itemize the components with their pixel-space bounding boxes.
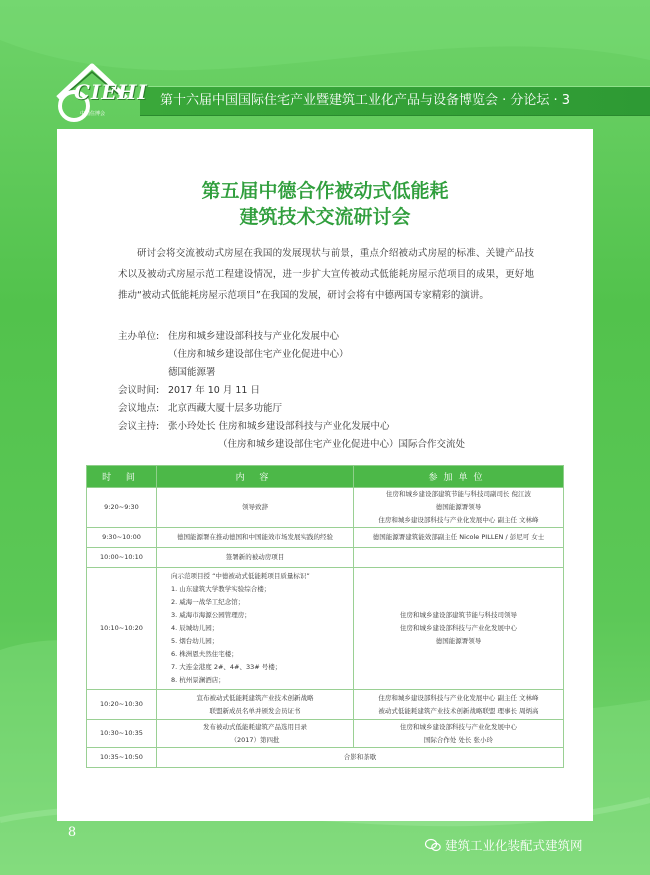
watermark [425,836,583,854]
agenda-attendees [354,488,564,528]
agenda-content-line: 5. 烟台幼儿园； [171,637,219,645]
chair-line-2: （住房和城乡建设部住宅产业化促进中心）国际合作交流处 [218,439,466,450]
chair-label: 会议主持: [118,421,160,432]
agenda-body [87,488,564,768]
agenda-attendee-line: 住房和城乡建设部科技与产业化发展中心 副主任 文林峰 [378,516,539,524]
agenda-content [157,548,354,568]
host-label: 主办单位: [118,331,160,342]
logo-subtext: 中国住博会 [80,111,106,117]
chair-line-1: 张小玲处长 住房和城乡建设部科技与产业化发展中心 [168,421,390,432]
agenda-time: 9:20~9:30 [87,488,157,528]
chair-row [118,418,390,432]
agenda-content [157,720,354,748]
agenda-row [87,690,564,720]
header-attendees: 参加单位 [354,466,564,488]
agenda-attendees [354,548,564,568]
agenda-row [87,528,564,548]
watermark-text: 建筑工业化装配式建筑网 [445,838,583,853]
agenda-attendees [354,528,564,548]
agenda-attendee-line: 国际合作处 处长 张小玲 [423,735,494,744]
agenda-content-line: 2. 威海一战华工纪念馆； [171,598,245,606]
agenda-attendee-line: 德国能源署建筑能效部副主任 Nicole PILLEN / 彭尼可 女士 [372,533,545,541]
wechat-icon [425,838,441,852]
intro-paragraph: 研讨会将交流被动式房屋在我国的发展现状与前景，重点介绍被动式房屋的标准、关键产品技术以及被动式房屋示范工程建设情况，进一步扩大宣传被动式低能耗房屋示范项目的成果，更好地推动“被动式低能耗房屋示范项目”在我国的发展，研讨会将有中德两国专家精彩的演讲。 [118,248,534,301]
agenda-attendees [354,720,564,748]
agenda-row [87,488,564,528]
place-label: 会议地点: [118,403,160,414]
agenda-time: 10:10~10:20 [87,568,157,690]
agenda-content [157,690,354,720]
agenda-content-line: 合影和茶歇 [343,753,377,761]
time-row [118,382,260,396]
agenda-content-line: （2017）第四批 [230,735,280,744]
agenda-row [87,568,564,690]
agenda-content-line: 1. 山东建筑大学教学实验综合楼； [171,585,271,593]
time-label: 会议时间: [118,385,160,396]
host-org-2: （住房和城乡建设部住宅产业化促进中心） [168,349,349,360]
agenda-row [87,548,564,568]
agenda-content-line: 向示范项目授 “中德被动式低能耗项目质量标识” [171,572,310,580]
agenda-content [157,528,354,548]
page-number: 8 [67,825,77,840]
header-banner-text: 第十六届中国国际住宅产业暨建筑工业化产品与设备博览会 · 分论坛 · 3 [160,93,571,108]
agenda-content-line: 德国能源署在推动德国和中国能效市场发展实践的经验 [177,533,333,541]
agenda-content-line: 宣布被动式低能耗建筑产业技术创新战略 [196,693,314,702]
place-row [118,400,282,414]
agenda-content [157,748,564,768]
agenda-attendee-line: 被动式低能耗建筑产业技术创新战略联盟 理事长 周炳高 [378,706,539,715]
agenda-attendee-line: 住房和城乡建设部建筑节能与科技司副司长 倪江波 [385,490,532,498]
agenda-content-line: 7. 大连金港度 2#、4#、33# 号楼； [171,663,282,671]
host-row [118,328,339,342]
agenda-table [86,465,564,768]
agenda-header-row [87,466,564,488]
agenda-attendee-line: 住房和城乡建设部科技与产业化发展中心 [400,722,517,731]
agenda-content-line: 8. 杭州景澜酒店； [171,676,225,684]
agenda-row [87,720,564,748]
agenda-time: 9:30~10:00 [87,528,157,548]
host-org-3: 德国能源署 [168,367,216,378]
document-title-line1: 第五届中德合作被动式低能耗 [201,180,449,202]
agenda-content-line: 签署新的被动房项目 [225,553,285,561]
agenda-attendee-line: 住房和城乡建设部建筑节能与科技司领导 [400,611,517,619]
agenda-content-line: 发布被动式低能耗建筑产品选用目录 [203,722,307,731]
agenda-attendee-line: 德国能源署领导 [435,637,482,645]
agenda-attendee-line: 住房和城乡建设部科技与产业化发展中心 副主任 文林峰 [378,693,539,702]
agenda-attendee-line: 住房和城乡建设部科技与产业化发展中心 [400,624,517,632]
agenda-content [157,568,354,690]
agenda-attendees [354,690,564,720]
agenda-content-line: 领导致辞 [242,503,268,511]
agenda-row [87,748,564,768]
agenda-attendees [354,568,564,690]
agenda-content-line: 4. 辰城幼儿园； [171,624,219,632]
host-org-1: 住房和城乡建设部科技与产业化发展中心 [168,331,340,342]
logo-text: CIEHI [74,80,148,104]
agenda-time: 10:00~10:10 [87,548,157,568]
agenda-content-line: 6. 株洲恩夫然住宅楼； [171,650,238,658]
agenda-time: 10:30~10:35 [87,720,157,748]
document-title-line2: 建筑技术交流研讨会 [239,206,411,228]
agenda-content-line: 联盟新成员名单并颁发会员证书 [209,706,301,715]
header-content: 内 容 [157,466,354,488]
agenda-content [157,488,354,528]
agenda-attendee-line: 德国能源署领导 [435,503,482,511]
agenda-time: 10:35~10:50 [87,748,157,768]
place-value: 北京西藏大厦十层多功能厅 [168,403,283,414]
header-time: 时 间 [87,466,157,488]
agenda-content-line: 3. 威海市海源公园管理房； [171,611,251,619]
agenda-time: 10:20~10:30 [87,690,157,720]
time-value: 2017 年 10 月 11 日 [168,385,260,396]
